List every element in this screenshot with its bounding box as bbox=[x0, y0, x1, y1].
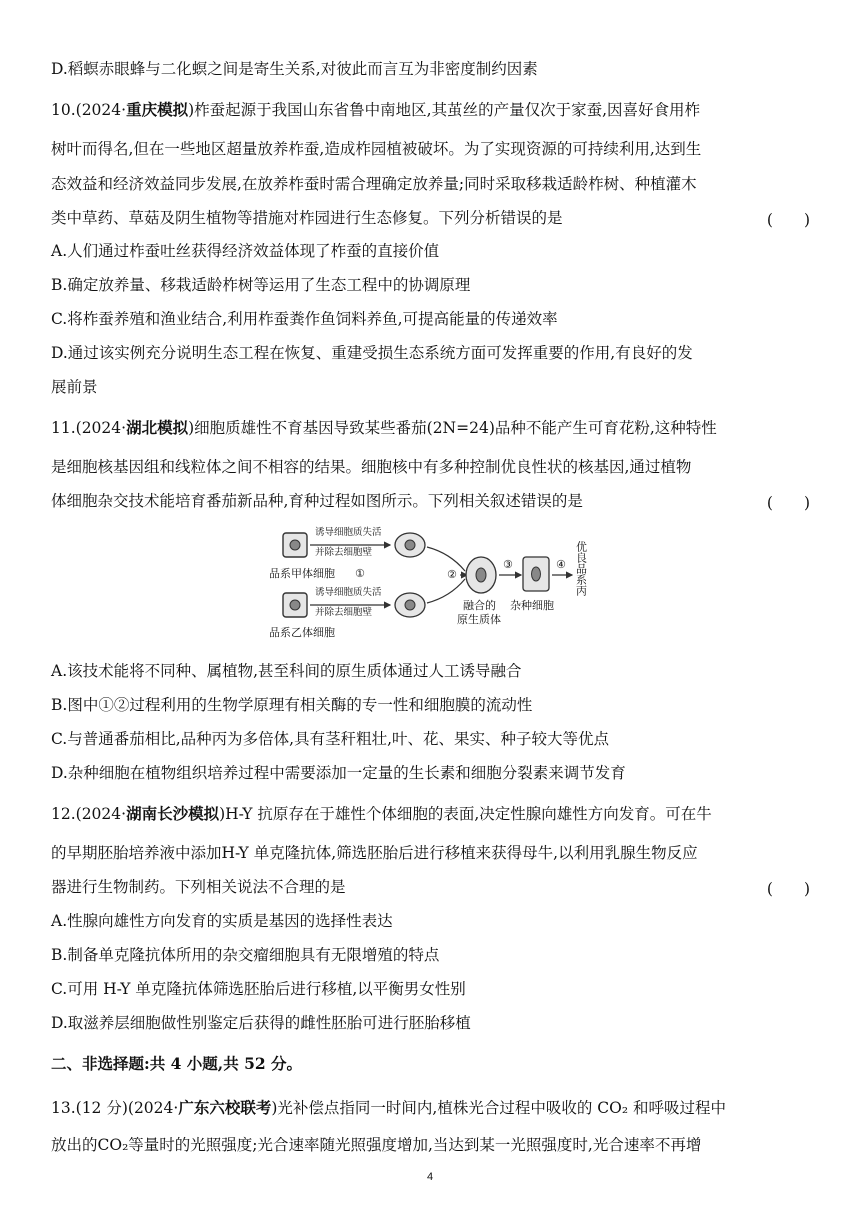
q12-option-b: B.制备单克隆抗体所用的杂交瘤细胞具有无限增殖的特点 bbox=[51, 946, 440, 964]
q12-option-a: A.性腺向雄性方向发育的实质是基因的选择性表达 bbox=[51, 912, 393, 930]
q10-option-b: B.确定放养量、移栽适龄柞树等运用了生态工程中的协调原理 bbox=[51, 276, 471, 294]
q12-source: 湖南长沙模拟 bbox=[126, 804, 220, 823]
plant-cell-a bbox=[283, 533, 307, 557]
arrow-b-text1: 诱导细胞质失活 bbox=[315, 587, 382, 598]
q11-stem-line2: 是细胞核基因组和线粒体之间不相容的结果。细胞核中有多种控制优良性状的核基因,通过植物 bbox=[51, 458, 692, 476]
q11-stem-line1: 11.(2024·湖北模拟)细胞质雄性不育基因导致某些番茄(2N=24)品种不能产生可育花粉,这种特性 bbox=[51, 418, 717, 437]
step-3-label: ③ bbox=[503, 558, 513, 571]
q12-stem-line3: 器进行生物制药。下列相关说法不合理的是 bbox=[51, 878, 346, 896]
fused-label-2: 原生质体 bbox=[457, 613, 501, 626]
q13-source: 广东六校联考 bbox=[178, 1098, 272, 1117]
q10-stem-line3: 态效益和经济效益同步发展,在放养柞蚕时需合理确定放养量;同时采取移栽适龄柞树、种植灌木 bbox=[51, 175, 697, 193]
cell-a-label: 品系甲体细胞 bbox=[269, 567, 335, 580]
q10-stem-line4: 类中草药、草菇及阴生植物等措施对柞园进行生态修复。下列分析错误的是 bbox=[51, 209, 563, 227]
fused-label-1: 融合的 bbox=[463, 599, 496, 612]
result-label: 优良品系丙 bbox=[574, 541, 588, 596]
q10-option-d-line2: 展前景 bbox=[51, 378, 98, 396]
q12-option-d: D.取滋养层细胞做性别鉴定后获得的雌性胚胎可进行胚胎移植 bbox=[51, 1014, 471, 1032]
q10-option-d-line1: D.通过该实例充分说明生态工程在恢复、重建受损生态系统方面可发挥重要的作用,有良好的发 bbox=[51, 344, 693, 362]
hybrid-label: 杂种细胞 bbox=[510, 599, 554, 612]
step-1-label: ① bbox=[355, 567, 365, 580]
page-number: 4 bbox=[426, 1171, 434, 1183]
q10-option-c: C.将柞蚕养殖和渔业结合,利用柞蚕粪作鱼饲料养鱼,可提高能量的传递效率 bbox=[51, 310, 558, 328]
cell-b-label: 品系乙体细胞 bbox=[269, 626, 335, 639]
q11-option-a: A.该技术能将不同种、属植物,甚至科间的原生质体通过人工诱导融合 bbox=[51, 662, 522, 680]
q11-source: 湖北模拟 bbox=[126, 418, 189, 437]
q10-option-a: A.人们通过柞蚕吐丝获得经济效益体现了柞蚕的直接价值 bbox=[51, 242, 440, 260]
section-heading: 二、非选择题:共 4 小题,共 52 分。 bbox=[51, 1054, 303, 1073]
q13-stem-line2: 放出的CO₂等量时的光照强度;光合速率随光照强度增加,当达到某一光照强度时,光合速率不再增 bbox=[51, 1136, 702, 1154]
q11-option-b: B.图中①②过程利用的生物学原理有相关酶的专一性和细胞膜的流动性 bbox=[51, 696, 533, 714]
q12-option-c: C.可用 H-Y 单克隆抗体筛选胚胎后进行移植,以平衡男女性别 bbox=[51, 980, 466, 998]
q12-stem-line1: 12.(2024·湖南长沙模拟)H-Y 抗原存在于雄性个体细胞的表面,决定性腺向雄性方向发育。可在牛 bbox=[51, 804, 712, 823]
step-2-label: ② bbox=[447, 568, 457, 581]
q10-answer-paren: ( ) bbox=[766, 211, 810, 229]
plant-cell-b bbox=[283, 593, 307, 617]
q11-option-d: D.杂种细胞在植物组织培养过程中需要添加一定量的生长素和细胞分裂素来调节发育 bbox=[51, 764, 626, 782]
arrow-a-text1: 诱导细胞质失活 bbox=[315, 527, 382, 538]
q11-stem-line3: 体细胞杂交技术能培育番茄新品种,育种过程如图所示。下列相关叙述错误的是 bbox=[51, 492, 583, 510]
arrow-a-text2: 并除去细胞壁 bbox=[315, 547, 373, 558]
q11-option-c: C.与普通番茄相比,品种丙为多倍体,具有茎秆粗壮,叶、花、果实、种子较大等优点 bbox=[51, 730, 610, 748]
q11-answer-paren: ( ) bbox=[766, 494, 810, 512]
q10-stem-line1: 10.(2024·重庆模拟)柞蚕起源于我国山东省鲁中南地区,其茧丝的产量仅次于家蚕,因喜好食用柞 bbox=[51, 100, 700, 119]
q13-stem-line1: 13.(12 分)(2024·广东六校联考)光补偿点指同一时间内,植株光合过程中吸收的 CO₂ 和呼吸过程中 bbox=[51, 1098, 726, 1117]
q10-source: 重庆模拟 bbox=[126, 100, 189, 119]
step-4-label: ④ bbox=[556, 558, 566, 571]
cell-fusion-diagram bbox=[265, 523, 595, 643]
q10-stem-line2: 树叶而得名,但在一些地区超量放养柞蚕,造成柞园植被破坏。为了实现资源的可持续利用,达到生 bbox=[51, 140, 702, 158]
q12-stem-line2: 的早期胚胎培养液中添加H-Y 单克隆抗体,筛选胚胎后进行移植来获得母牛,以利用乳腺生物反应 bbox=[51, 844, 698, 862]
q12-answer-paren: ( ) bbox=[766, 880, 810, 898]
arrow-b-text2: 并除去细胞壁 bbox=[315, 607, 373, 618]
q9-option-d: D.稻螟赤眼蜂与二化螟之间是寄生关系,对彼此而言互为非密度制约因素 bbox=[51, 60, 538, 78]
